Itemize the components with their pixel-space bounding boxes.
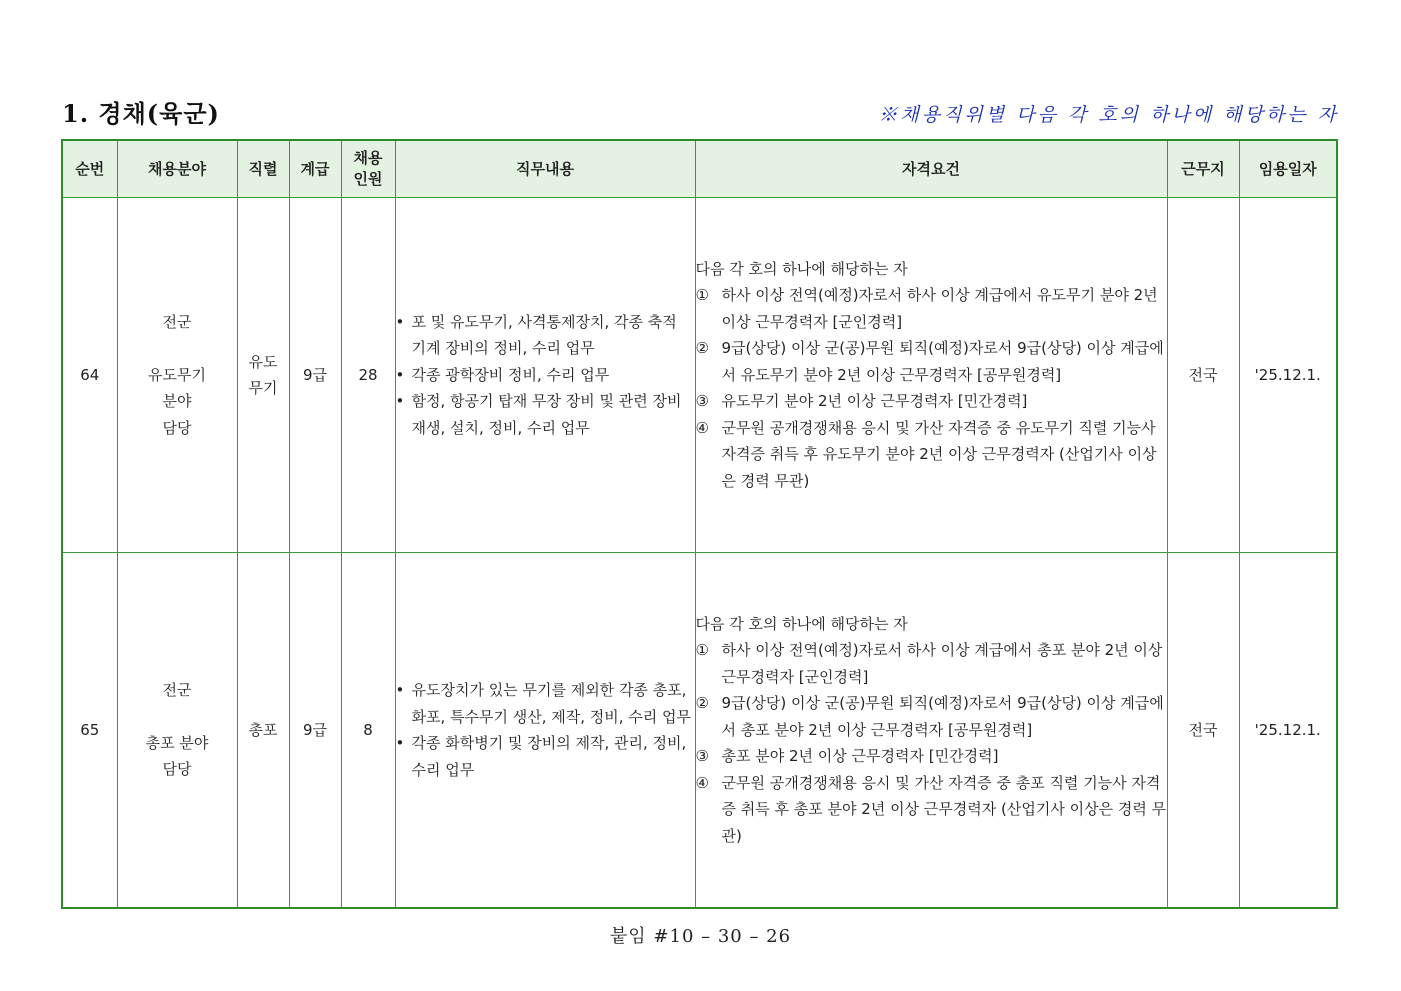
page-footer: 붙임 #10 – 30 – 26 xyxy=(609,926,792,947)
duty-item: • 함정, 항공기 탑재 무장 장비 및 관련 장비 재생, 설치, 정비, 수리 업무 xyxy=(396,388,695,441)
qualification-number: ② xyxy=(695,694,709,713)
cell-duty xyxy=(395,198,695,553)
cell-series xyxy=(237,198,289,553)
cell-location: 전국 xyxy=(1167,553,1239,909)
cell-duty xyxy=(395,553,695,909)
header-duty: 직무내용 xyxy=(395,140,695,198)
header-appointment: 임용일자 xyxy=(1239,140,1337,198)
cell-seq: 65 xyxy=(62,553,117,909)
cell-hires: 8 xyxy=(341,553,395,909)
qualification-number: ③ xyxy=(695,392,709,411)
cell-appointment: '25.12.1. xyxy=(1239,553,1337,909)
qualification-list xyxy=(696,282,1167,494)
qualification-text: 유도무기 분야 2년 이상 근무경력자 [민간경력] xyxy=(721,392,1028,411)
duty-item: • 포 및 유도무기, 사격통제장치, 각종 축적 기계 장비의 정비, 수리 업무 xyxy=(396,309,695,362)
series-line: 무기 xyxy=(248,379,278,397)
header-location: 근무지 xyxy=(1167,140,1239,198)
cell-grade: 9급 xyxy=(289,553,341,909)
qualification-intro: 다음 각 호의 하나에 해당하는 자 xyxy=(695,259,908,278)
recruitment-table xyxy=(61,139,1338,909)
cell-qualification xyxy=(695,198,1167,553)
qualification-item xyxy=(696,335,1167,388)
cell-location: 전국 xyxy=(1167,198,1239,553)
qualification-intro: 다음 각 호의 하나에 해당하는 자 xyxy=(695,614,908,633)
header-hires-line2: 인원 xyxy=(353,170,383,188)
cell-field xyxy=(117,553,237,909)
field-line: 유도무기 xyxy=(148,365,206,384)
duty-list xyxy=(396,677,695,783)
field-line: 전군 xyxy=(162,313,192,331)
duty-list xyxy=(396,309,695,442)
qualification-text: 군무원 공개경쟁채용 응시 및 가산 자격증 중 총포 직렬 기능사 자격증 취득 후 총포 분야 2년 이상 근무경력자 (산업기사 이상은 경력 무관) xyxy=(721,773,1167,845)
qualification-item xyxy=(696,770,1167,850)
header-hires-line1: 채용 xyxy=(353,149,383,167)
qualification-number: ① xyxy=(695,641,709,660)
qualification-number: ③ xyxy=(695,747,709,766)
table-row xyxy=(62,198,1337,553)
qualification-item xyxy=(696,690,1167,743)
header-grade: 계급 xyxy=(289,140,341,198)
qualification-text: 군무원 공개경쟁채용 응시 및 가산 자격증 중 유도무기 직렬 기능사 자격증 취득 후 유도무기 분야 2년 이상 근무경력자 (산업기사 이상은 경력 무관) xyxy=(721,418,1157,490)
series-line: 유도 xyxy=(248,352,278,371)
cell-hires: 28 xyxy=(341,198,395,553)
header-series: 직렬 xyxy=(237,140,289,198)
header-hires xyxy=(341,140,395,198)
field-line: 전군 xyxy=(162,681,192,700)
qualification-item xyxy=(696,743,1167,770)
field-line: 총포 분야 xyxy=(145,733,209,752)
qualification-item xyxy=(696,282,1167,335)
field-line: 담당 xyxy=(162,760,192,779)
qualification-text: 총포 분야 2년 이상 근무경력자 [민간경력] xyxy=(721,747,999,766)
header-row xyxy=(62,140,1337,198)
cell-qualification xyxy=(695,553,1167,909)
qualification-text: 9급(상당) 이상 군(공)무원 퇴직(예정)자로서 9급(상당) 이상 계급에서 유도무기 분야 2년 이상 근무경력자 [공무원경력] xyxy=(721,339,1164,384)
qualification-item xyxy=(696,637,1167,690)
cell-seq: 64 xyxy=(62,198,117,553)
cell-series: 총포 xyxy=(237,553,289,909)
header-seq: 순번 xyxy=(62,140,117,198)
header-qualification: 자격요건 xyxy=(695,140,1167,198)
qualification-number: ① xyxy=(695,286,709,305)
qualification-text: 하사 이상 전역(예정)자로서 하사 이상 계급에서 유도무기 분야 2년 이상 근무경력자 [군인경력] xyxy=(721,286,1158,331)
qualification-number: ④ xyxy=(695,773,709,792)
cell-grade: 9급 xyxy=(289,198,341,553)
section-title: 1. 경채(육군) xyxy=(62,99,220,128)
qualification-number: ④ xyxy=(695,418,709,437)
cell-field xyxy=(117,198,237,553)
duty-item: • 유도장치가 있는 무기를 제외한 각종 총포, 화포, 특수무기 생산, 제작, 정비, 수리 업무 xyxy=(396,677,695,730)
qualification-text: 하사 이상 전역(예정)자로서 하사 이상 계급에서 총포 분야 2년 이상 근무경력자 [군인경력] xyxy=(721,641,1163,686)
qualification-number: ② xyxy=(695,339,709,358)
qualification-item xyxy=(696,388,1167,415)
duty-item: • 각종 광학장비 정비, 수리 업무 xyxy=(396,362,695,389)
field-line: 분야 xyxy=(162,392,192,410)
table-row xyxy=(62,553,1337,909)
qualification-list xyxy=(696,637,1167,849)
header-field: 채용분야 xyxy=(117,140,237,198)
qualification-item xyxy=(696,415,1167,495)
duty-item: • 각종 화학병기 및 장비의 제작, 관리, 정비, 수리 업무 xyxy=(396,730,695,783)
field-line: 담당 xyxy=(162,418,192,437)
qualification-text: 9급(상당) 이상 군(공)무원 퇴직(예정)자로서 9급(상당) 이상 계급에서 총포 분야 2년 이상 근무경력자 [공무원경력] xyxy=(721,694,1164,739)
cell-appointment: '25.12.1. xyxy=(1239,198,1337,553)
eligibility-note: ※채용직위별 다음 각 호의 하나에 해당하는 자 xyxy=(878,104,1339,126)
